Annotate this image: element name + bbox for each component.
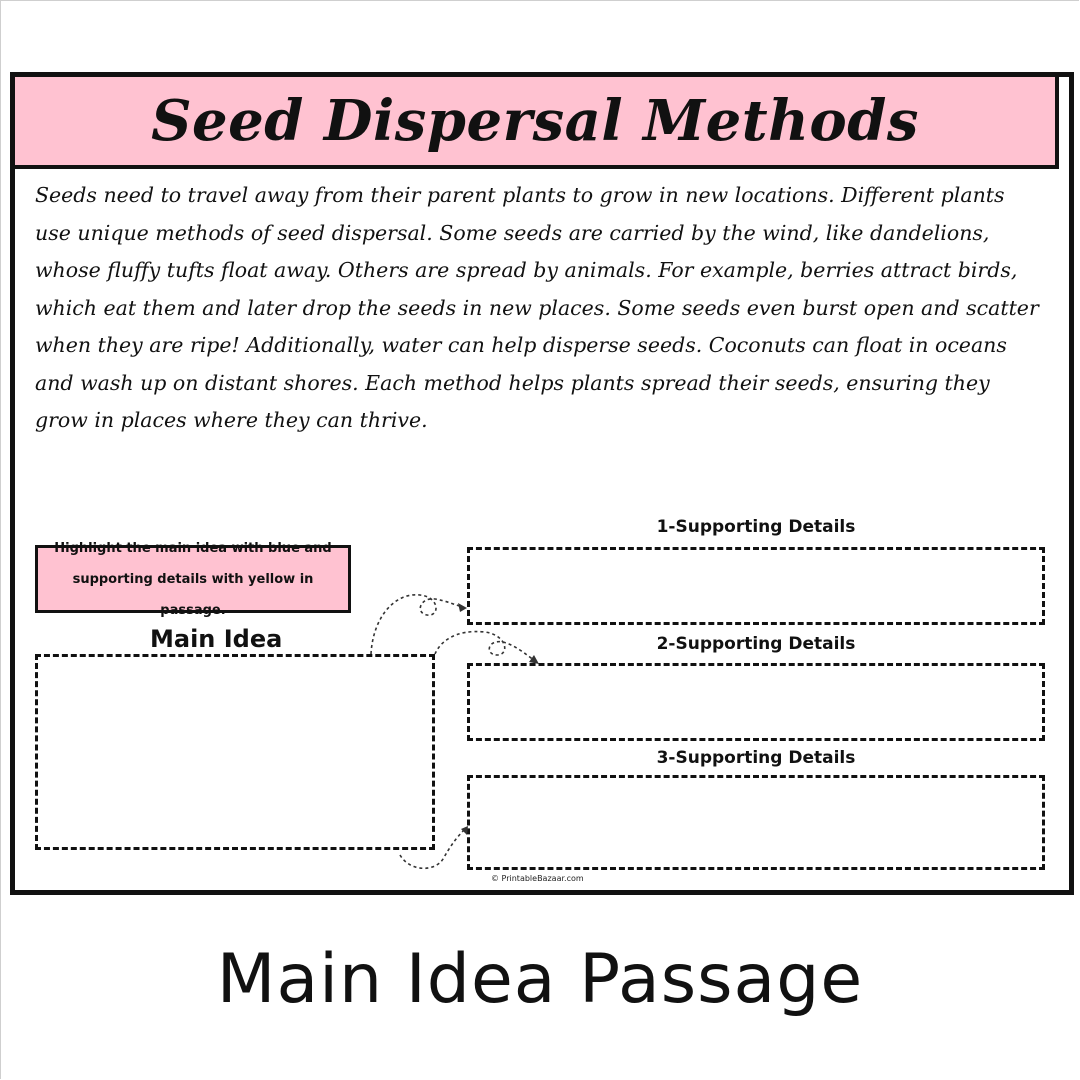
detail-1-answer-box[interactable] xyxy=(467,547,1045,625)
main-idea-answer-box[interactable] xyxy=(35,654,435,850)
detail-2-label: 2-Supporting Details xyxy=(656,634,856,654)
detail-3-label: 3-Supporting Details xyxy=(656,748,856,768)
worksheet-title: Seed Dispersal Methods xyxy=(151,88,919,154)
detail-1-label: 1-Supporting Details xyxy=(656,517,856,537)
instruction-box xyxy=(35,540,351,618)
arrow-to-detail-1 xyxy=(371,595,463,654)
caption-main-idea-passage: Main Idea Passage xyxy=(216,940,864,1019)
instruction-text: Highlight the main idea with blue and supporting details with yellow in passage. xyxy=(54,540,332,618)
detail-2-answer-box[interactable] xyxy=(467,663,1045,741)
detail-3-answer-box[interactable] xyxy=(467,775,1045,870)
main-idea-label: Main Idea xyxy=(150,625,283,653)
reading-passage: Seeds need to travel away from their parent plants to grow in new locations. Different plants use unique methods of seed dispersal. Some seeds are carried by the wind, like dandelions, whose fluffy tufts float away. Others are spread by animals. For example, berries attract birds, which eat them and later drop the seeds in new places. Some seeds even burst open and scatter when they are ripe! Additionally, water can help disperse seeds. Coconuts can float in oceans and wash up on distant shores. Each method helps plants spread their seeds, ensuring they grow in places where they can thrive. xyxy=(35,183,1039,432)
title-banner xyxy=(15,77,1059,169)
copyright-notice: © PrintableBazaar.com xyxy=(491,874,584,883)
worksheet xyxy=(10,72,1074,895)
